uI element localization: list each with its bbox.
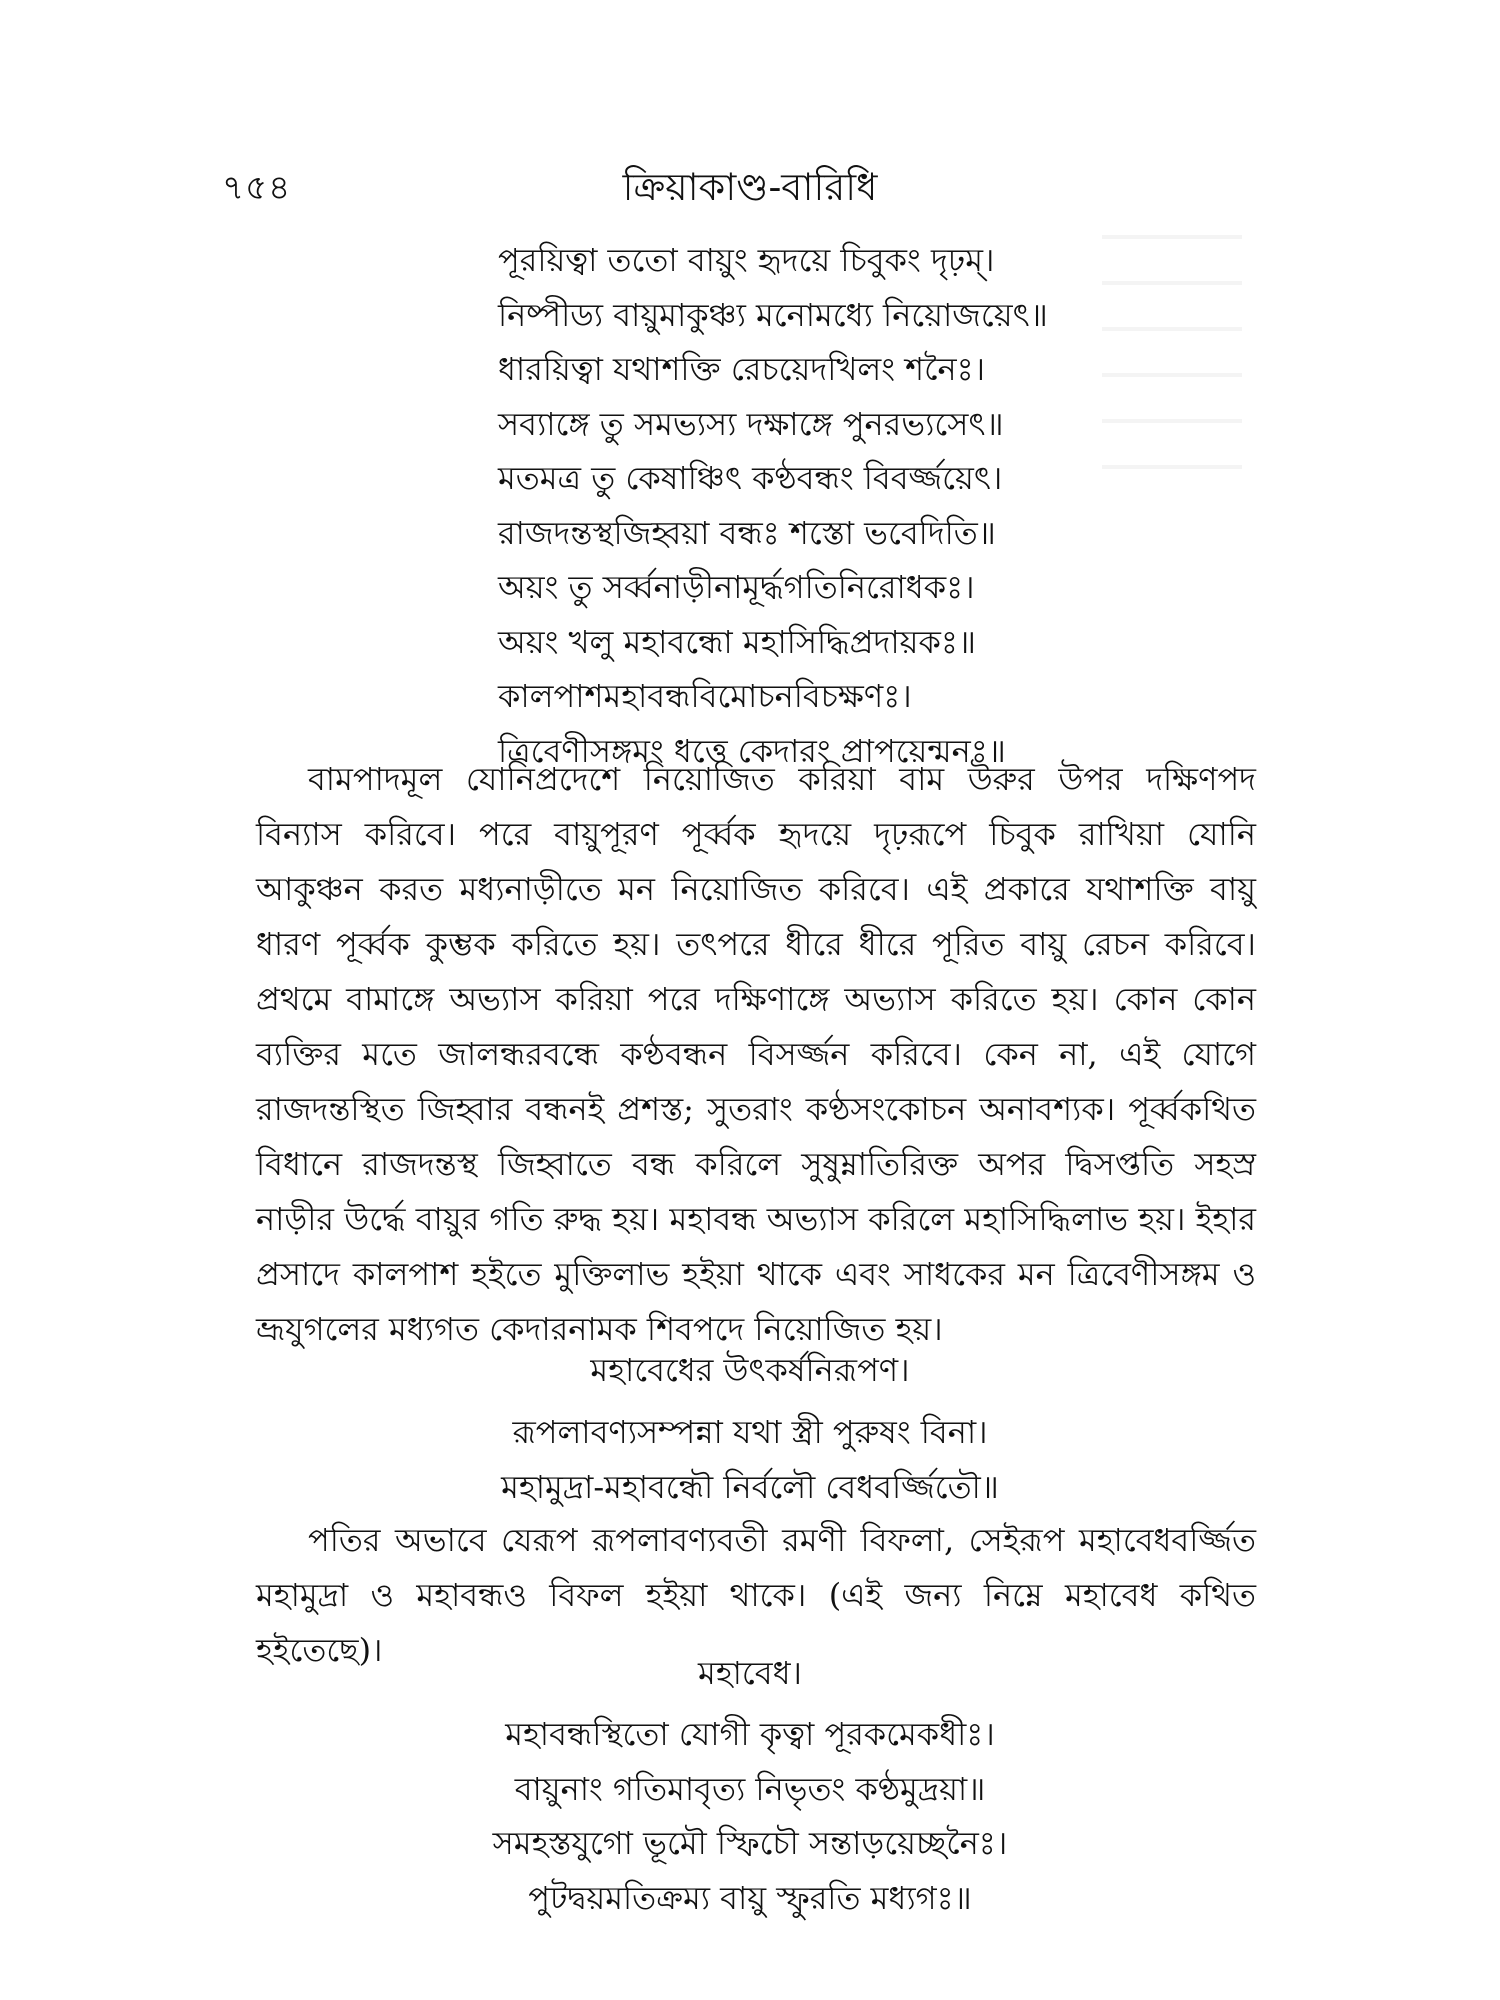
verse-line: কালপাশমহাবন্ধবিমোচনবিচক্ষণঃ। — [498, 677, 912, 715]
section-heading-mahavedha: মহাবেধ। — [698, 1654, 802, 1692]
verse-line: অয়ং খলু মহাবন্ধো মহাসিদ্ধিপ্রদায়কঃ॥ — [498, 622, 977, 661]
verse-line: বায়ুনাং গতিমাবৃত্য নিভৃতং কণ্ঠমুদ্রয়া॥ — [514, 1769, 986, 1808]
verse-line: মহাবন্ধস্থিতো যোগী কৃত্বা পূরকমেকধীঃ। — [505, 1715, 995, 1753]
verse-block-3 — [0, 1707, 1500, 1925]
commentary-paragraph-2: পতির অভাবে যেরূপ রূপলাবণ্যবতী রমণী বিফলা, সেইরূপ মহাবেধবর্জ্জিত মহামুদ্রা ও মহাবন্ধও বিফল হইয়া থাকে। (এই জন্য নিম্নে মহাবেধ কথিত হইতেছে)। — [256, 1521, 1256, 1669]
verse-line: সব্যাঙ্গে তু সমভ্যস্য দক্ষাঙ্গে পুনরভ্যসেৎ॥ — [498, 404, 1004, 443]
verse-line: পুটদ্বয়মতিক্রম্য বায়ু স্ফুরতি মধ্যগঃ॥ — [528, 1878, 972, 1917]
verse-line: মহামুদ্রা-মহাবন্ধৌ নির্বলৌ বেধবর্জ্জিতৌ॥ — [501, 1467, 999, 1506]
verse-block-1 — [0, 233, 1500, 778]
verse-line: অয়ং তু সর্ব্বনাড়ীনামূর্দ্ধগতিনিরোধকঃ। — [498, 568, 975, 606]
verse-line: নিষ্পীড্য বায়ুমাকুঞ্চ্য মনোমধ্যে নিয়োজয়েৎ॥ — [498, 295, 1048, 334]
page-number: ৭৫৪ — [222, 168, 292, 208]
section-heading-mahavedha-utkarsha: মহাবেধের উৎকর্ষনিরূপণ। — [590, 1351, 910, 1389]
commentary-paragraph-1: বামপাদমূল যোনিপ্রদেশে নিয়োজিত করিয়া বাম উরুর উপর দক্ষিণপদ বিন্যাস করিবে। পরে বায়ুপূরণ পূর্ব্বক হৃদয়ে দৃঢ়রূপে চিবুক রাখিয়া যোনি আকুঞ্চন করত মধ্যনাড়ীতে মন নিয়োজিত করিবে। এই প্রকারে যথাশক্তি বায়ু ধারণ পূর্ব্বক কুম্ভক করিতে হয়। তৎপরে ধীরে ধীরে পূরিত বায়ু রেচন করিবে। প্রথমে বামাঙ্গে অভ্যাস করিয়া পরে দক্ষিণাঙ্গে অভ্যাস করিতে হয়। কোন কোন ব্যক্তির মতে জালন্ধরবন্ধে কণ্ঠবন্ধন বিসর্জ্জন করিবে। কেন না, এই যোগে রাজদন্তস্থিত জিহ্বার বন্ধনই প্রশস্ত; সুতরাং কণ্ঠসংকোচন অনাবশ্যক। পূর্ব্বকথিত বিধানে রাজদন্তস্থ জিহ্বাতে বন্ধ করিলে সুষুম্নাতিরিক্ত অপর দ্বিসপ্ততি সহস্র নাড়ীর উর্দ্ধে বায়ুর গতি রুদ্ধ হয়। মহাবন্ধ অভ্যাস করিলে মহাসিদ্ধিলাভ হয়। ইহার প্রসাদে কালপাশ হইতে মুক্তিলাভ হইয়া থাকে এবং সাধকের মন ত্রিবেণীসঙ্গম ও ভ্রূযুগলের মধ্যগত কেদারনামক শিবপদে নিয়োজিত হয়। — [256, 760, 1256, 1348]
verse-line: পূরয়িত্বা ততো বায়ুং হৃদয়ে চিবুকং দৃঢ়ম্। — [498, 241, 995, 279]
verse-block-2 — [0, 1405, 1500, 1514]
verse-line: ত্রিবেণীসঙ্গমং ধত্তে কেদারং প্রাপয়েন্মনঃ॥ — [498, 731, 1006, 770]
verse-line: রাজদন্তস্থজিহ্বয়া বন্ধঃ শস্তো ভবেদিতি॥ — [498, 513, 996, 552]
verse-line: ধারয়িত্বা যথাশক্তি রেচয়েদখিলং শনৈঃ। — [498, 350, 986, 388]
verse-line: সমহস্তযুগো ভূমৌ স্ফিচৌ সন্তাড়য়েচ্ছনৈঃ। — [492, 1824, 1008, 1862]
verse-line: রূপলাবণ্যসম্পন্না যথা স্ত্রী পুরুষং বিনা। — [512, 1413, 988, 1451]
running-title: ক্রিয়াকাণ্ড-বারিধি — [622, 165, 878, 209]
verse-line: মতমত্র তু কেষাঞ্চিৎ কণ্ঠবন্ধং বিবর্জ্জয়েৎ। — [498, 459, 1003, 497]
